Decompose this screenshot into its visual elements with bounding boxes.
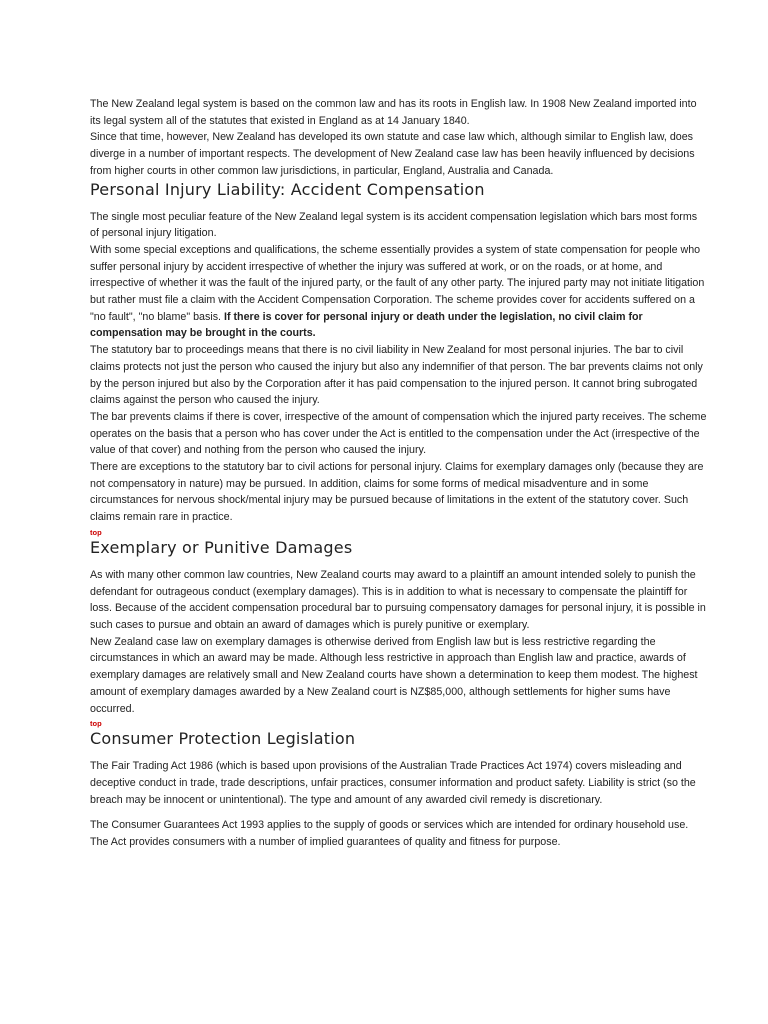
section1-paragraph-2-bold: If there is cover for personal injury or death under the legislation, no civil claim for compensation may be brought in the courts. <box>90 310 643 340</box>
section3-paragraph-1: The Fair Trading Act 1986 (which is based upon provisions of the Australian Trade Practices Act 1974) covers misleading and deceptive conduct in trade, trade descriptions, unfair practices, consumer information and product safety. Liability is strict (so the breach may be innocent or unintentional). The type and amount of any awarded civil remedy is discretionary. <box>90 760 696 806</box>
top-link-2[interactable]: top <box>90 719 102 729</box>
section-heading-consumer-protection: Consumer Protection Legislation <box>90 729 356 749</box>
section-heading-exemplary-damages: Exemplary or Punitive Damages <box>90 537 353 557</box>
section3-paragraph-2: The Consumer Guarantees Act 1993 applies to the supply of goods or services which are intended for ordinary household use. The Act provides consumers with a number of implied guarantees of quality and fitness for purpose. <box>90 819 689 849</box>
paragraph-gap <box>90 808 708 817</box>
top-link-1[interactable]: top <box>90 527 102 537</box>
section1-paragraph-2 <box>90 242 708 342</box>
section1-paragraph-1: The single most peculiar feature of the New Zealand legal system is its accident compensation legislation which bars most forms of personal injury litigation. <box>90 210 698 240</box>
section1-paragraph-4: The bar prevents claims if there is cover, irrespective of the amount of compensation which the injured party receives. The scheme operates on the basis that a person who has cover under the Act is entitled to the compensation under the Act (irrespective of the value of that cover) and nothing from the person who caused the injury. <box>90 410 707 457</box>
section1-paragraph-3: The statutory bar to proceedings means that there is no civil liability in New Zealand for most personal injuries. The bar to civil claims protects not just the person who caused the injury but also any indemnifier of that person. The bar prevents claims not only by the person injured but also by the Corporation after it has paid compensation to the injured person. It cannot bring subrogated claims against the person who caused the injury. <box>90 344 703 407</box>
intro-paragraph-1: The New Zealand legal system is based on the common law and has its roots in English law. In 1908 New Zealand imported into its legal system all of the statutes that existed in England as at 14 January 1840. <box>90 98 697 127</box>
intro-paragraph-2: Since that time, however, New Zealand has developed its own statute and case law which, although similar to English law, does diverge in a number of important respects. The development of New Zealand case law has been heavily influenced by decisions from higher courts in other common law jurisdictions, in particular, England, Australia and Canada. <box>90 131 695 177</box>
section1-paragraph-5: There are exceptions to the statutory bar to civil actions for personal injury. Claims for exemplary damages only (because they are not compensatory in nature) may be pursued. In addition, claims for some forms of medical misadventure and in some circumstances for nervous shock/mental injury may be pursued because of limitations in the extent of the statutory cover. Such claims remain rare in practice. <box>90 461 704 524</box>
section2-paragraph-1: As with many other common law countries, New Zealand courts may award to a plaintiff an amount intended solely to punish the defendant for outrageous conduct (exemplary damages). This is in addition to what is necessary to compensate the plaintiff for loss. Because of the accident compensation procedural bar to pursuing compensatory damages for personal injury, it is possible in such cases to pursue and obtain an award of damages which is purely punitive or exemplary. <box>90 568 706 631</box>
section1-paragraph-2-text: With some special exceptions and qualifications, the scheme essentially provides a system of state compensation for people who suffer personal injury by accident irrespective of whether the injury was suffered at work, or on the roads, or at home, and irrespective of whether it was the fault of the injured party, or the fault of any other party. The injured party may not initiate litigation but rather must file a claim with the Accident Compensation Corporation. The scheme provides cover for accidents suffered on a "no fault", "no blame" basis. <box>90 243 705 323</box>
section2-paragraph-2: New Zealand case law on exemplary damages is otherwise derived from English law but is less restrictive regarding the circumstances in which an award may be made. Although less restrictive in approach than English law and practice, awards of exemplary damages are relatively small and New Zealand courts have shown a determination to keep them modest. The highest amount of exemplary damages awarded by a New Zealand court is NZ$85,000, although settlements for higher sums have occurred. <box>90 635 698 715</box>
section-heading-accident-compensation: Personal Injury Liability: Accident Compensation <box>90 179 485 199</box>
